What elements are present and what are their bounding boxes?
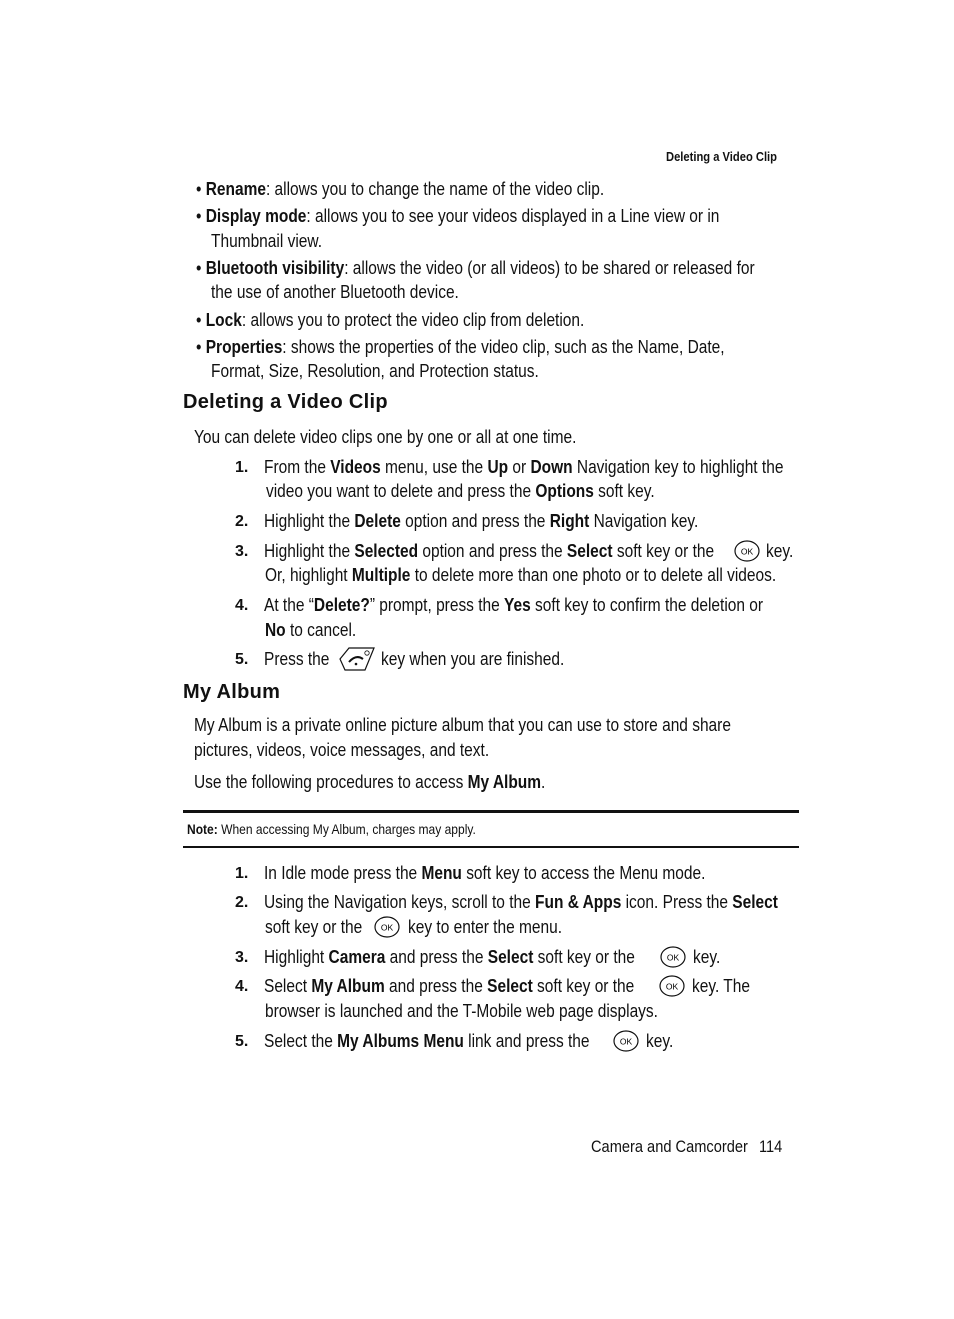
- step-number: 1.: [235, 865, 249, 882]
- option-bluetooth-visibility-cont: the use of another Bluetooth device.: [211, 282, 459, 302]
- note-top-rule: [183, 810, 799, 813]
- step-number: 1.: [235, 459, 249, 476]
- step-number: 4.: [235, 597, 249, 614]
- delete-step-2: Highlight the Delete option and press the Right Navigation key.: [264, 511, 699, 531]
- ok-key-icon: [734, 540, 760, 562]
- ok-key-icon: [659, 975, 685, 997]
- step-number: 2.: [235, 894, 249, 911]
- page-number: 114: [759, 1137, 783, 1156]
- option-display-mode-cont: Thumbnail view.: [211, 231, 322, 251]
- option-properties: • Properties: shows the properties of the video clip, such as the Name, Date,: [196, 337, 725, 357]
- option-lock: • Lock: allows you to protect the video clip from deletion.: [196, 310, 585, 330]
- delete-step-1-cont: video you want to delete and press the Options soft key.: [266, 481, 655, 501]
- delete-intro: You can delete video clips one by one or all at one time.: [194, 427, 577, 447]
- section-heading-my-album: My Album: [183, 681, 281, 703]
- svg-text:OK: OK: [740, 546, 754, 557]
- delete-step-5: Press the: [264, 649, 330, 669]
- album-step-2-cont: soft key or the: [265, 917, 363, 937]
- svg-text:OK: OK: [380, 922, 394, 933]
- note: Note: When accessing My Album, charges may apply.: [187, 821, 476, 837]
- album-step-2: Using the Navigation keys, scroll to the Fun & Apps icon. Press the Select: [264, 892, 778, 912]
- svg-text:OK: OK: [666, 952, 680, 963]
- album-step-4: Select My Album and press the Select soft key or the: [264, 976, 635, 996]
- album-step-3: Highlight Camera and press the Select soft key or the: [264, 947, 635, 967]
- album-step-4-cont: browser is launched and the T-Mobile web page displays.: [265, 1001, 658, 1021]
- delete-step-3: Highlight the Selected option and press the Select soft key or the: [264, 541, 715, 561]
- delete-step-4: At the “Delete?” prompt, press the Yes soft key to confirm the deletion or: [264, 595, 764, 615]
- album-description: My Album is a private online picture album that you can use to store and share: [194, 715, 731, 735]
- svg-text:OK: OK: [665, 981, 679, 992]
- ok-key-icon: [660, 946, 686, 968]
- step-number: 5.: [235, 1033, 249, 1050]
- step-number: 2.: [235, 513, 249, 530]
- option-rename: • Rename: allows you to change the name of the video clip.: [196, 179, 605, 199]
- note-bottom-rule: [183, 846, 799, 848]
- delete-step-3-end: key.: [766, 541, 794, 561]
- album-step-2-end: key to enter the menu.: [408, 917, 563, 937]
- step-number: 4.: [235, 978, 249, 995]
- album-description-cont: pictures, videos, voice messages, and text.: [194, 740, 490, 760]
- section-heading-deleting: Deleting a Video Clip: [183, 391, 388, 413]
- album-step-1: In Idle mode press the Menu soft key to access the Menu mode.: [264, 863, 706, 883]
- option-bluetooth-visibility: • Bluetooth visibility: allows the video (or all videos) to be shared or released for: [196, 258, 755, 278]
- step-number: 5.: [235, 651, 249, 668]
- album-step-5-end: key.: [646, 1031, 674, 1051]
- delete-step-5-end: key when you are finished.: [381, 649, 565, 669]
- album-step-5: Select the My Albums Menu link and press the: [264, 1031, 590, 1051]
- running-header: Deleting a Video Clip: [666, 149, 777, 164]
- album-step-3-end: key.: [693, 947, 721, 967]
- ok-key-icon: [374, 916, 400, 938]
- delete-step-3-cont: Or, highlight Multiple to delete more than one photo or to delete all videos.: [265, 565, 777, 585]
- album-access-intro: Use the following procedures to access My Album.: [194, 772, 546, 792]
- option-display-mode: • Display mode: allows you to see your videos displayed in a Line view or in: [196, 206, 720, 226]
- delete-step-1: From the Videos menu, use the Up or Down Navigation key to highlight the: [264, 457, 784, 477]
- footer-chapter: Camera and Camcorder: [591, 1137, 748, 1156]
- end-key-icon: [337, 645, 377, 673]
- delete-step-4-cont: No to cancel.: [265, 620, 357, 640]
- ok-key-icon: [613, 1030, 639, 1052]
- album-step-4-end: key. The: [692, 976, 750, 996]
- step-number: 3.: [235, 949, 249, 966]
- option-properties-cont: Format, Size, Resolution, and Protection status.: [211, 361, 539, 381]
- svg-text:OK: OK: [619, 1036, 633, 1047]
- step-number: 3.: [235, 543, 249, 560]
